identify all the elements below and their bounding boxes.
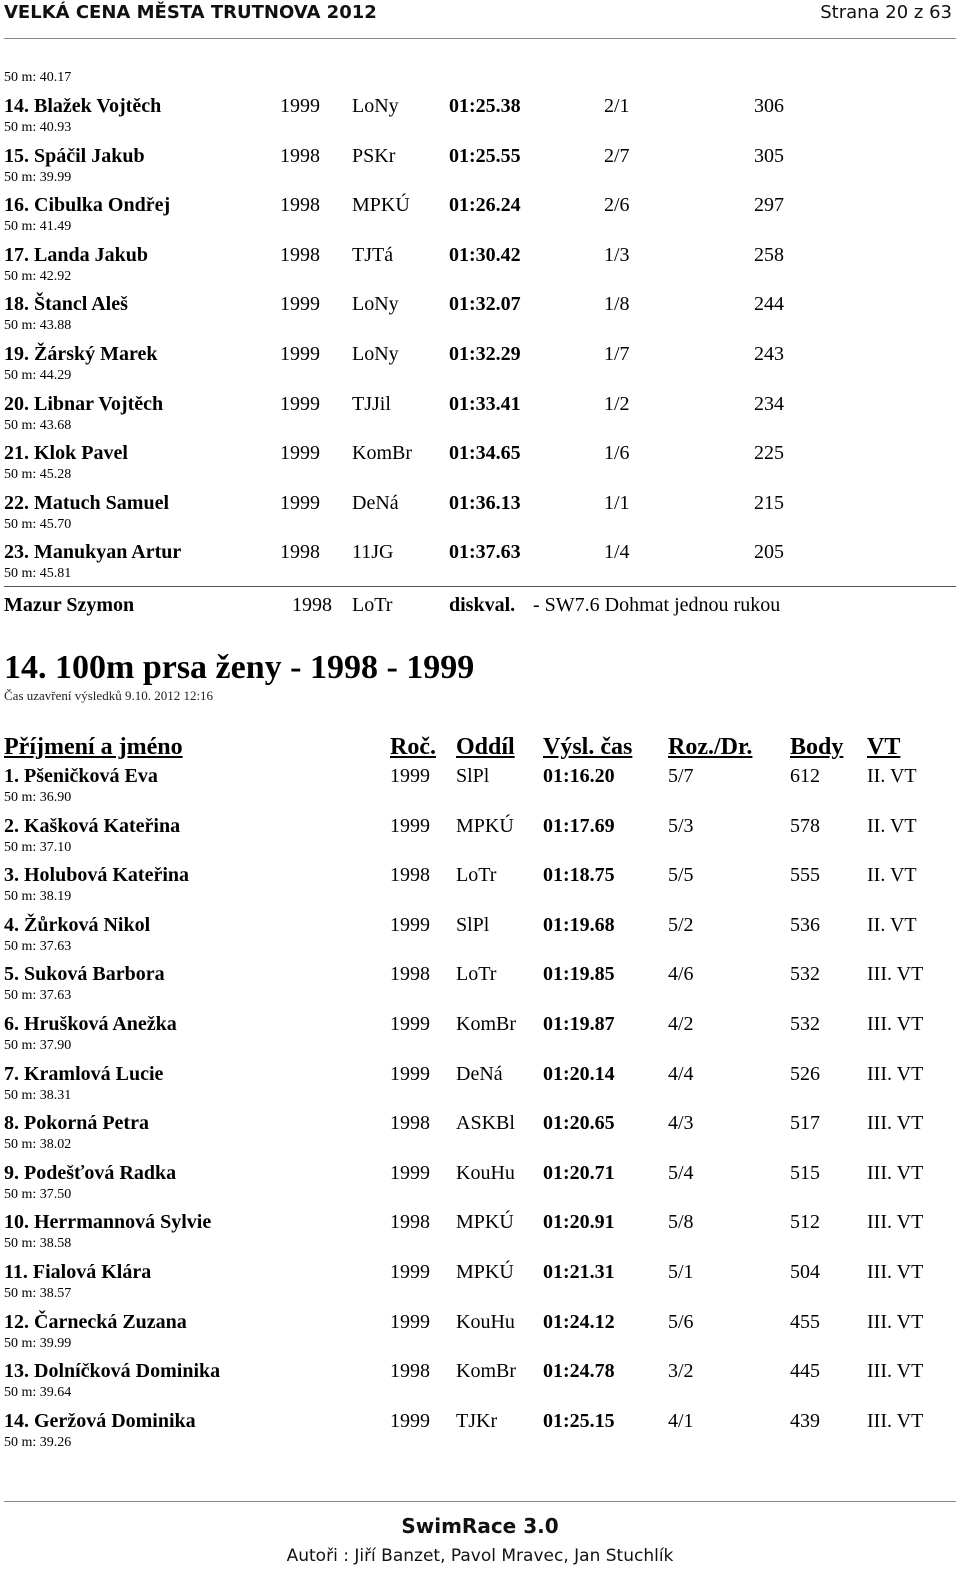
split-time: 50 m: 40.17: [4, 70, 72, 85]
birth-year: 1999: [280, 442, 320, 465]
points: 532: [790, 1012, 820, 1035]
club: TJJil: [352, 392, 391, 415]
birth-year: 1999: [280, 342, 320, 365]
points: 515: [790, 1161, 820, 1184]
athlete-name: 12. Čarnecká Zuzana: [4, 1310, 187, 1333]
split-time: 50 m: 45.81: [4, 566, 72, 582]
split-time: 50 m: 44.29: [4, 367, 72, 383]
athlete-name: Mazur Szymon: [4, 594, 135, 616]
split-time: 50 m: 37.50: [4, 1186, 72, 1202]
split-time: 50 m: 40.93: [4, 120, 72, 135]
club: LoNy: [352, 342, 399, 365]
points: 244: [754, 293, 784, 316]
athlete-name: 5. Suková Barbora: [4, 963, 165, 986]
split-time: 50 m: 43.68: [4, 417, 72, 433]
result-time: 01:33.41: [449, 392, 521, 415]
result-row: [0, 1110, 960, 1160]
club: MPKÚ: [456, 1211, 514, 1234]
result-row: [0, 1011, 960, 1061]
result-row: [0, 291, 960, 341]
split-time: 50 m: 39.99: [4, 169, 72, 185]
performance-class: III. VT: [867, 1211, 924, 1234]
split-time: 50 m: 43.88: [4, 318, 72, 334]
birth-year: 1999: [390, 1012, 430, 1035]
split-time: 50 m: 39.26: [4, 1434, 72, 1450]
athlete-name: 8. Pokorná Petra: [4, 1112, 149, 1135]
athlete-name: 3. Holubová Kateřina: [4, 864, 190, 887]
birth-year: 1998: [390, 1360, 430, 1383]
club: MPKÚ: [352, 194, 410, 217]
heat-lane: 1/2: [604, 392, 630, 415]
result-row: [0, 143, 960, 193]
athlete-name: 6. Hrušková Anežka: [4, 1012, 177, 1035]
result-row: [0, 1259, 960, 1309]
result-time: 01:32.29: [449, 342, 521, 365]
split-time: 50 m: 38.58: [4, 1236, 72, 1252]
athlete-name: 15. Spáčil Jakub: [4, 144, 145, 167]
result-row: [0, 862, 960, 912]
heat-lane: 4/1: [668, 1409, 694, 1432]
athlete-name: 2. Kašková Kateřina: [4, 814, 181, 837]
club: 11JG: [352, 541, 394, 564]
birth-year: 1999: [390, 913, 430, 936]
result-time: 01:26.24: [449, 194, 521, 217]
result-row: [0, 1358, 960, 1408]
result-row: [0, 242, 960, 292]
points: 578: [790, 814, 820, 837]
points: 532: [790, 963, 820, 986]
result-row: [0, 391, 960, 441]
performance-class: II. VT: [867, 814, 917, 837]
club: LoTr: [352, 594, 393, 616]
split-time: 50 m: 37.10: [4, 839, 72, 855]
heat-lane: 5/8: [668, 1211, 694, 1234]
footer-product: SwimRace 3.0: [401, 1514, 559, 1538]
column-club: Oddíl: [456, 734, 515, 760]
table-header: [0, 733, 960, 763]
birth-year: 1998: [390, 1211, 430, 1234]
result-row: [0, 341, 960, 391]
column-year: Roč.: [390, 734, 436, 760]
result-time: 01:19.87: [543, 1012, 615, 1035]
points: 517: [790, 1112, 820, 1135]
result-time: 01:18.75: [543, 864, 615, 887]
club: SlPl: [456, 765, 490, 787]
club: ASKBl: [456, 1112, 515, 1135]
athlete-name: 18. Štancl Aleš: [4, 293, 128, 316]
result-row: [0, 1209, 960, 1259]
athlete-name: 1. Pšeničková Eva: [4, 765, 158, 787]
birth-year: 1999: [390, 1062, 430, 1085]
heat-lane: 4/3: [668, 1112, 694, 1135]
club: MPKÚ: [456, 1260, 514, 1283]
birth-year: 1998: [390, 963, 430, 986]
result-row: [0, 1061, 960, 1111]
club: KouHu: [456, 1310, 515, 1333]
club: KouHu: [456, 1161, 515, 1184]
result-row: [0, 1309, 960, 1359]
split-time: 50 m: 36.90: [4, 790, 72, 805]
footer-divider: [4, 1501, 956, 1502]
club: LoTr: [456, 864, 497, 887]
heat-lane: 5/6: [668, 1310, 694, 1333]
split-time: 50 m: 39.64: [4, 1385, 72, 1401]
points: 536: [790, 913, 820, 936]
points: 205: [754, 541, 784, 564]
club: TJKr: [456, 1409, 498, 1432]
result-row: [0, 1160, 960, 1210]
result-row: [0, 192, 960, 242]
performance-class: III. VT: [867, 1112, 924, 1135]
club: LoNy: [352, 293, 399, 316]
header-title: VELKÁ CENA MĚSTA TRUTNOVA 2012: [4, 2, 377, 23]
result-time: 01:20.65: [543, 1112, 615, 1135]
points: 445: [790, 1360, 820, 1383]
birth-year: 1998: [280, 541, 320, 564]
birth-year: 1999: [280, 293, 320, 316]
result-time: 01:36.13: [449, 491, 521, 514]
prev-results-list: [0, 93, 960, 589]
points: 439: [790, 1409, 820, 1432]
heat-lane: 5/4: [668, 1161, 694, 1184]
performance-class: III. VT: [867, 1062, 924, 1085]
club: SlPl: [456, 913, 490, 936]
disqualification-reason: - SW7.6 Dohmat jednou rukou: [533, 594, 781, 616]
points: 258: [754, 243, 784, 266]
result-row: [0, 490, 960, 540]
heat-lane: 1/8: [604, 293, 630, 316]
column-name: Příjmení a jméno: [4, 734, 183, 760]
result-time: 01:25.55: [449, 144, 521, 167]
result-time: 01:25.38: [449, 95, 521, 117]
result-row: [0, 440, 960, 490]
points: 306: [754, 95, 784, 117]
result-time: 01:21.31: [543, 1260, 615, 1283]
club: KomBr: [352, 442, 412, 465]
athlete-name: 17. Landa Jakub: [4, 243, 148, 266]
result-time: 01:24.78: [543, 1360, 615, 1383]
athlete-name: 4. Žůrková Nikol: [4, 913, 151, 936]
heat-lane: 4/4: [668, 1062, 694, 1085]
birth-year: 1998: [280, 243, 320, 266]
athlete-name: 20. Libnar Vojtěch: [4, 392, 164, 415]
points: 455: [790, 1310, 820, 1333]
birth-year: 1998: [292, 594, 332, 616]
performance-class: II. VT: [867, 913, 917, 936]
result-time: 01:19.68: [543, 913, 615, 936]
birth-year: 1998: [390, 864, 430, 887]
club: KomBr: [456, 1012, 516, 1035]
points: 215: [754, 491, 784, 514]
athlete-name: 9. Podešťová Radka: [4, 1161, 177, 1184]
points: 243: [754, 342, 784, 365]
club: KomBr: [456, 1360, 516, 1383]
split-time: 50 m: 45.28: [4, 467, 72, 483]
club: TJTá: [352, 243, 394, 266]
heat-lane: 4/6: [668, 963, 694, 986]
disqualification-status: diskval.: [449, 594, 516, 616]
birth-year: 1999: [280, 95, 320, 117]
result-time: 01:17.69: [543, 814, 615, 837]
birth-year: 1999: [390, 765, 430, 787]
heat-lane: 2/6: [604, 194, 630, 217]
result-time: 01:24.12: [543, 1310, 615, 1333]
column-heat: Roz./Dr.: [668, 734, 753, 760]
club: LoTr: [456, 963, 497, 986]
birth-year: 1999: [390, 814, 430, 837]
column-time: Výsl. čas: [543, 734, 633, 760]
result-row: [0, 763, 960, 813]
footer-authors: Autoři : Jiří Banzet, Pavol Mravec, Jan Stuchlík: [286, 1546, 674, 1566]
result-row: [0, 1408, 960, 1458]
points: 512: [790, 1211, 820, 1234]
heat-lane: 1/1: [604, 491, 630, 514]
performance-class: III. VT: [867, 1409, 924, 1432]
performance-class: II. VT: [867, 765, 917, 787]
result-time: 01:25.15: [543, 1409, 615, 1432]
points: 612: [790, 765, 820, 787]
club: PSKr: [352, 144, 396, 167]
club: DeNá: [352, 491, 399, 514]
heat-lane: 1/7: [604, 342, 630, 365]
performance-class: III. VT: [867, 1360, 924, 1383]
split-time: 50 m: 37.63: [4, 988, 72, 1004]
birth-year: 1998: [280, 144, 320, 167]
heat-lane: 5/2: [668, 913, 694, 936]
birth-year: 1999: [390, 1260, 430, 1283]
split-time: 50 m: 42.92: [4, 268, 72, 284]
athlete-name: 7. Kramlová Lucie: [4, 1062, 164, 1085]
result-row: [0, 961, 960, 1011]
points: 297: [754, 194, 784, 217]
performance-class: III. VT: [867, 1260, 924, 1283]
athlete-name: 14. Geržová Dominika: [4, 1409, 196, 1432]
performance-class: III. VT: [867, 1310, 924, 1333]
heat-lane: 5/7: [668, 765, 694, 787]
result-time: 01:19.85: [543, 963, 615, 986]
performance-class: II. VT: [867, 864, 917, 887]
athlete-name: 23. Manukyan Artur: [4, 541, 182, 564]
split-time: 50 m: 45.70: [4, 516, 72, 532]
athlete-name: 21. Klok Pavel: [4, 442, 128, 465]
birth-year: 1999: [390, 1310, 430, 1333]
disqualified-row: [0, 592, 960, 622]
event-title: 14. 100m prsa ženy - 1998 - 1999: [4, 649, 475, 686]
results-list: [0, 763, 960, 1457]
result-row: [0, 93, 960, 143]
points: 234: [754, 392, 784, 415]
result-time: 01:30.42: [449, 243, 521, 266]
athlete-name: 22. Matuch Samuel: [4, 491, 169, 514]
split-time: 50 m: 38.31: [4, 1087, 72, 1103]
birth-year: 1998: [390, 1112, 430, 1135]
athlete-name: 10. Herrmannová Sylvie: [4, 1211, 212, 1234]
split-time: 50 m: 38.57: [4, 1285, 72, 1301]
heat-lane: 5/1: [668, 1260, 694, 1283]
result-row: [0, 813, 960, 863]
heat-lane: 1/4: [604, 541, 630, 564]
athlete-name: 14. Blažek Vojtěch: [4, 95, 162, 117]
birth-year: 1999: [390, 1161, 430, 1184]
heat-lane: 2/1: [604, 95, 630, 117]
split-time: 50 m: 37.63: [4, 938, 72, 954]
result-row: [0, 539, 960, 589]
points: 504: [790, 1260, 820, 1283]
result-time: 01:20.71: [543, 1161, 615, 1184]
points: 526: [790, 1062, 820, 1085]
split-time: 50 m: 41.49: [4, 219, 72, 235]
result-time: 01:37.63: [449, 541, 521, 564]
result-time: 01:20.91: [543, 1211, 615, 1234]
birth-year: 1999: [280, 392, 320, 415]
header-divider: [4, 38, 956, 39]
heat-lane: 5/5: [668, 864, 694, 887]
heat-lane: 4/2: [668, 1012, 694, 1035]
birth-year: 1999: [390, 1409, 430, 1432]
heat-lane: 3/2: [668, 1360, 694, 1383]
page-number: Strana 20 z 63: [820, 2, 952, 23]
column-points: Body: [790, 734, 844, 760]
result-row: [0, 912, 960, 962]
birth-year: 1999: [280, 491, 320, 514]
athlete-name: 11. Fialová Klára: [4, 1260, 152, 1283]
athlete-name: 16. Cibulka Ondřej: [4, 194, 171, 217]
points: 305: [754, 144, 784, 167]
result-time: 01:32.07: [449, 293, 521, 316]
split-time: 50 m: 37.90: [4, 1037, 72, 1053]
performance-class: III. VT: [867, 963, 924, 986]
heat-lane: 5/3: [668, 814, 694, 837]
club: LoNy: [352, 95, 399, 117]
column-vt: VT: [867, 734, 901, 760]
athlete-name: 13. Dolníčková Dominika: [4, 1360, 221, 1383]
points: 225: [754, 442, 784, 465]
club: MPKÚ: [456, 814, 514, 837]
split-time: 50 m: 38.02: [4, 1137, 72, 1153]
heat-lane: 1/3: [604, 243, 630, 266]
club: DeNá: [456, 1062, 503, 1085]
result-time: 01:20.14: [543, 1062, 615, 1085]
athlete-name: 19. Žárský Marek: [4, 342, 158, 365]
split-time: 50 m: 38.19: [4, 889, 72, 905]
points: 555: [790, 864, 820, 887]
birth-year: 1998: [280, 194, 320, 217]
result-time: 01:34.65: [449, 442, 521, 465]
heat-lane: 1/6: [604, 442, 630, 465]
result-time: 01:16.20: [543, 765, 615, 787]
performance-class: III. VT: [867, 1012, 924, 1035]
split-time: 50 m: 39.99: [4, 1335, 72, 1351]
results-closed-time: Čas uzavření výsledků 9.10. 2012 12:16: [4, 688, 214, 703]
heat-lane: 2/7: [604, 144, 630, 167]
performance-class: III. VT: [867, 1161, 924, 1184]
section-divider: [4, 586, 956, 587]
